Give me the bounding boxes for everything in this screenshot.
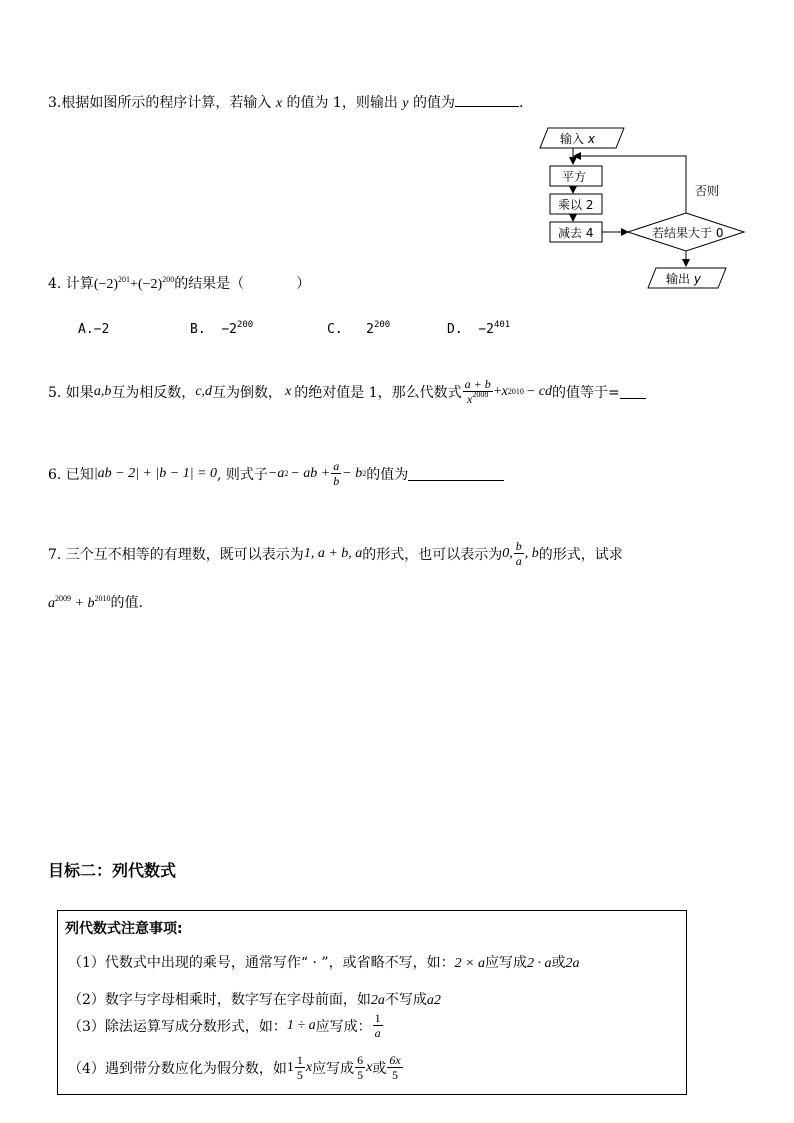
option-value: −2 [478,322,494,337]
q3-text-b: 的值为 1，则输出 [282,95,403,111]
note-4-whole: 1 [286,1059,294,1075]
option-exp: 401 [493,320,511,330]
q6-fraction [331,460,341,487]
q7-t1: 7. 三个互不相等的有理数，既可以表示为 [48,546,304,563]
q3-var-x: x [275,96,283,111]
note-3-mid: 应写成： [315,1018,372,1035]
q5-t2: 互为相反数， [111,384,196,401]
question-4 [48,273,310,293]
q7-set2a: 0, [502,545,513,561]
q6-t2: , 则式子 [217,466,268,483]
question-7 [48,540,623,567]
option-exp: 200 [373,320,391,330]
q4-exp1: 201 [118,275,131,284]
note-1-expr1: 2 × a [454,956,486,971]
q6-e1: −a [267,465,285,481]
option-exp: 200 [236,320,254,330]
q6-t3: 的值为 [366,466,409,483]
note-3-num: 1 [374,1011,381,1025]
note-2-mid: 不写成 [384,992,427,1008]
q3-answer-blank[interactable] [455,106,519,107]
q5-ab: a,b [93,383,112,399]
q6-e3: − b [342,465,363,481]
note-3-fraction [373,1012,383,1039]
program-flowchart [530,120,760,295]
step-square-label: 平方 [562,170,587,184]
note-4-or: 或 [372,1060,387,1077]
note-4-den2: 5 [357,1068,364,1082]
input-label: 输入 x [560,132,595,146]
notes-title: 列代数式注意事项: [65,921,183,937]
q4-base2: (−2) [137,277,163,292]
option-value: 2 [366,322,374,337]
option-label: C. [327,322,343,337]
q5-t4: 的绝对值是 1，那么代数式 [294,384,462,401]
q4-suffix: 的结果是（ [174,276,245,292]
step-multiply-label: 乘以 2 [558,198,594,212]
q6-frac-den: b [333,474,340,488]
q4-option-d[interactable] [447,322,510,337]
note-4-mixed-fraction [295,1054,305,1081]
note-4-x2: x [366,1059,373,1075]
option-value: −2 [93,322,110,337]
note-4 [68,1054,404,1081]
q7-plus-b: + b [71,596,95,611]
note-4-x: x [305,1059,313,1075]
q7-t4: 的值. [110,595,143,611]
q5-fraction [463,378,493,405]
note-2-expr1: 2a [370,993,385,1008]
q7-a-exp: 2009 [55,594,71,603]
q5-x2: x [501,383,508,399]
q3-var-y: y [402,96,409,111]
note-4-den3: 5 [392,1068,399,1082]
note-1-mid: 应写成 [485,955,528,971]
q5-frac-den-exp: 2008 [472,390,489,399]
q4-plus: + [130,277,138,292]
note-2-text: （2）数字与字母相乘时，数字写在字母前面，如 [68,992,371,1008]
note-4-mid: 应写成 [312,1060,355,1077]
q6-e2: − ab + [290,465,331,481]
q3-end: . [518,95,524,111]
q5-minus-cd: − cd [525,383,553,399]
q5-t1: 5. 如果 [48,384,94,401]
q6-frac-num: a [333,459,340,473]
q4-option-b[interactable] [190,322,253,337]
note-3-text: （3）除法运算写成分数形式，如： [68,1018,287,1035]
q4-option-a[interactable] [78,322,109,337]
step-subtract-label: 减去 4 [558,226,594,240]
q3-text-c: 的值为 [408,95,455,111]
q7-set1: 1, a + b, a [303,545,363,561]
goal-2-heading: 目标二：列代数式 [48,861,177,880]
note-4-text: （4）遇到带分数应化为假分数，如 [68,1060,287,1077]
q7-a: a [48,596,55,611]
q3-text-a: 3.根据如图所示的程序计算，若输入 [48,95,276,111]
q6-condition: |ab − 2| + |b − 1| = 0 [93,465,217,481]
option-label: D. [447,322,463,337]
q5-t5: 的值等于= [552,384,620,401]
note-4-den: 5 [296,1068,303,1082]
question-7-line-2 [48,592,143,612]
note-4-num3: 6x [389,1053,401,1067]
note-2 [68,989,441,1009]
note-1 [68,952,580,972]
q7-frac-den: a [515,554,522,568]
q4-close: ） [296,276,311,292]
q5-t3: 互为倒数， [212,384,283,401]
note-4-num: 1 [296,1053,303,1067]
note-1-or: 或 [551,955,566,971]
option-label: B. [190,322,206,337]
note-3 [68,1012,384,1039]
q5-answer-blank[interactable] [620,384,646,399]
q7-t2: 的形式，也可以表示为 [362,546,503,563]
q5-plus: + [493,383,502,399]
note-3-expr: 1 ÷ a [286,1017,316,1033]
q4-exp2: 200 [162,275,175,284]
otherwise-label: 否则 [695,184,720,198]
q5-frac-den-var: x [467,392,473,406]
question-6: 6. 已知 |ab − 2| + |b − 1| = 0 , 则式子 −a 2 − ab + $\frac{a}{b}$ − b 2 的值为 [48,460,504,487]
note-2-expr2: a2 [426,993,441,1008]
q7-t3: 的形式，试求 [538,546,623,563]
q6-t1: 6. 已知 [48,466,94,483]
note-4-fraction-3 [387,1054,402,1081]
q4-base1: (−2) [93,277,119,292]
q4-option-c[interactable] [327,322,390,337]
q7-set2b: , b [524,545,539,561]
option-value: −2 [221,322,237,337]
note-3-den: a [374,1026,381,1040]
condition-label: 若结果大于 0 [652,226,724,240]
q7-fraction [514,540,524,567]
question-5: 5. 如果 a,b 互为相反数， c,d 互为倒数， x 的绝对值是 1，那么代数式 $\frac{a + b}{x^{2008}}$ + x 2010 − cd 的值等于= [48,378,646,405]
note-1-text: （1）代数式中出现的乘号，通常写作“ · ”，或省略不写，如： [68,955,455,971]
q5-cd: c,d [195,383,213,399]
output-label: 输出 y [666,272,701,286]
note-1-expr3: 2a [565,956,580,971]
q6-answer-blank[interactable] [408,466,504,481]
q4-prefix: 4. 计算 [48,276,94,292]
q7-b-exp: 2010 [94,594,111,603]
note-4-fraction-2 [355,1054,365,1081]
note-4-num2: 6 [357,1053,364,1067]
q5-x: x [285,383,292,399]
note-1-expr2: 2 · a [527,956,552,971]
q5-frac-num: a + b [464,377,491,391]
question-3 [48,92,523,112]
q7-frac-num: b [515,539,522,553]
option-label: A. [78,322,94,337]
